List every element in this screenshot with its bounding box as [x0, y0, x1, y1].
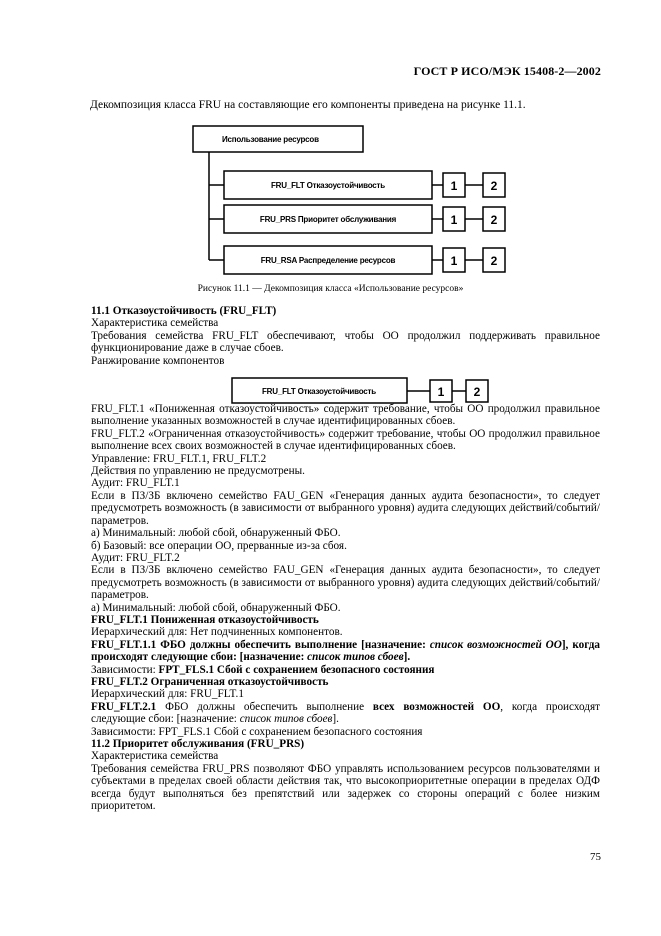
dependency: Зависимости: FPT_FLS.1 Сбой с сохранением безопасного состояния: [91, 663, 435, 676]
paragraph: Если в ПЗ/ЗБ включено семейство FAU_GEN «Генерация данных аудита безопасности», то следует предусмотреть возможность (в зависимости от выбранного уровня) аудита следующих действий/событий/параметров.: [91, 489, 600, 527]
paragraph: FRU_FLT.2 «Ограниченная отказоустойчивость» содержит требование, чтобы ОО продолжил правильное выполнение всех своих возможностей в случае идентифицированных сбоев.: [91, 427, 600, 453]
paragraph: Действия по управлению не предусмотрены.: [91, 465, 305, 478]
rank-family-label: FRU_FLT Отказоустойчивость: [262, 387, 376, 396]
level-box: 2: [490, 254, 498, 268]
page-header: ГОСТ Р ИСО/МЭК 15408-2—2002: [413, 64, 601, 78]
family-flt-label: FRU_FLT Отказоустойчивость: [271, 181, 385, 190]
level-box: 2: [473, 385, 481, 399]
intro-paragraph: Декомпозиция класса FRU на составляющие его компоненты приведена на рисунке 11.1.: [90, 99, 526, 111]
page-number: 75: [590, 851, 601, 863]
functional-element: FRU_FLT.1.1 ФБО должны обеспечить выполнение [назначение: список возможностей ОО], когда происходят следующие сбои: [назначение: список типов сбоев].: [91, 638, 601, 664]
ranking-diagram-space: [60, 367, 600, 403]
section-title: 11.2 Приоритет обслуживания (FRU_PRS): [91, 738, 305, 750]
paragraph: Требования семейства FRU_FLT обеспечивают, чтобы ОО продолжил поддерживать правильное функционирование даже в случае сбоев.: [91, 329, 600, 355]
list-item: б) Базовый: все операции ОО, прерванные из-за сбоя.: [91, 539, 347, 552]
paragraph: Иерархический для: FRU_FLT.1: [91, 688, 244, 701]
family-rsa-label: FRU_RSA Распределение ресурсов: [260, 256, 396, 265]
level-box: 2: [490, 179, 498, 193]
paragraph: FRU_FLT.1 «Пониженная отказоустойчивость» содержит требование, чтобы ОО продолжил правильное выполнение указанных возможностей в случае идентифицированных сбоев.: [91, 403, 600, 428]
family-prs-label: FRU_PRS Приоритет обслуживания: [259, 215, 397, 224]
level-box: 1: [450, 179, 458, 193]
dependency: Зависимости: FPT_FLS.1 Сбой с сохранением безопасного состояния: [91, 725, 423, 738]
paragraph: Управление: FRU_FLT.1, FRU_FLT.2: [91, 452, 267, 465]
level-box: 1: [437, 385, 445, 399]
diagram-root-label: Использование ресурсов: [222, 135, 319, 144]
list-item: а) Минимальный: любой сбой, обнаруженный ФБО.: [91, 527, 341, 540]
paragraph: Если в ПЗ/ЗБ включено семейство FAU_GEN «Генерация данных аудита безопасности», то следует предусмотреть возможность (в зависимости от выбранного уровня) аудита следующих действий/событий/параметров.: [91, 564, 600, 602]
list-item: а) Минимальный: любой сбой, обнаруженный ФБО.: [91, 601, 341, 614]
figure-caption: Рисунок 11.1 — Декомпозиция класса «Использование ресурсов»: [197, 284, 464, 294]
subheading: Характеристика семейства: [91, 317, 219, 330]
paragraph: Аудит: FRU_FLT.2: [91, 551, 180, 564]
paragraph: Требования семейства FRU_PRS позволяют ФБО управлять использованием ресурсов пользователями и субъектами в пределах своей области действия так, что высокоприоритетные операции в пределах ОДФ всегда будут выполняться без препятствий или задержек со стороны операций с более низким приоритетом.: [91, 762, 600, 813]
component-title: FRU_FLT.1 Пониженная отказоустойчивость: [91, 613, 319, 626]
section-title: 11.1 Отказоустойчивость (FRU_FLT): [91, 305, 277, 317]
paragraph: Иерархический для: Нет подчиненных компонентов.: [91, 626, 343, 639]
level-box: 2: [490, 213, 498, 227]
document-body: [60, 305, 600, 812]
component-title: FRU_FLT.2 Ограниченная отказоустойчивость: [91, 675, 329, 688]
level-box: 1: [450, 213, 458, 227]
functional-element: FRU_FLT.2.1 ФБО должны обеспечить выполнение всех возможностей ОО, когда происходят следующие сбои: [назначение: список типов сбоев].: [91, 700, 601, 726]
subheading: Ранжирование компонентов: [91, 354, 225, 367]
level-box: 1: [450, 254, 458, 268]
subheading: Характеристика семейства: [91, 750, 219, 763]
paragraph: Аудит: FRU_FLT.1: [91, 477, 180, 490]
